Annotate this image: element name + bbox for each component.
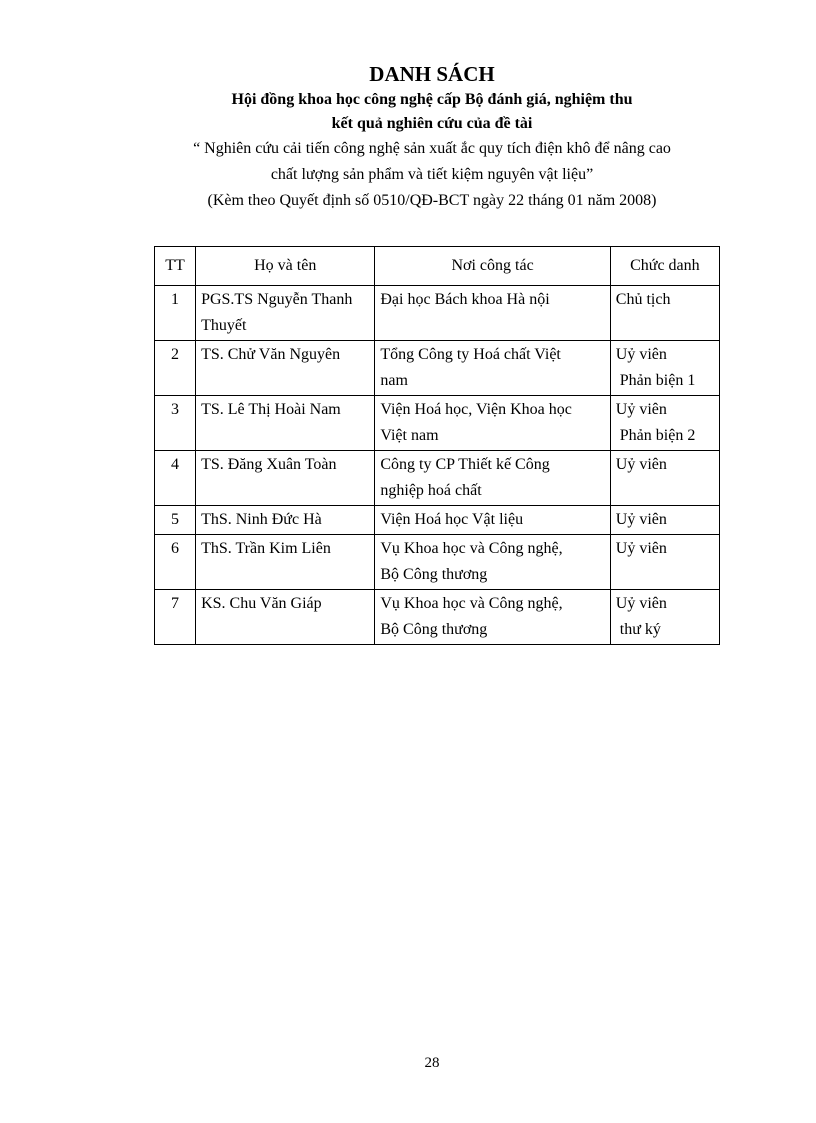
cell-organization [375,286,610,341]
table-row [155,535,720,590]
council-subtitle-line1: Hội đồng khoa học công nghệ cấp Bộ đánh giá, nghiệm thu [231,91,633,108]
cell-tt [155,451,196,506]
cell-organization [375,590,610,645]
cell-tt [155,286,196,341]
cell-organization-line: Bộ Công thương [380,621,488,638]
column-header-tt: TT [155,247,196,286]
cell-name [196,341,375,396]
project-title-line2: chất lượng sản phẩm và tiết kiệm nguyên vật liệu” [270,166,594,183]
cell-tt-line: 1 [171,291,180,308]
cell-position [610,535,719,590]
cell-organization-line: Viện Hoá học, Viện Khoa học [380,401,572,418]
cell-position-line: Uỷ viên [615,511,667,528]
cell-organization-line: nam [380,372,408,389]
cell-position-line: Uỷ viên [615,595,667,612]
cell-organization-line: Bộ Công thương [380,566,488,583]
cell-name-line: TS. Lê Thị Hoài Nam [201,401,341,418]
cell-organization [375,506,610,535]
page-number: 28 [424,1055,440,1071]
cell-position [610,590,719,645]
cell-tt-line: 6 [171,540,180,557]
cell-tt [155,535,196,590]
cell-organization-line: Vụ Khoa học và Công nghệ, [380,540,563,557]
cell-name [196,286,375,341]
column-header-position: Chức danh [610,247,719,286]
cell-tt-line: 2 [171,346,180,363]
cell-name-line: TS. Chử Văn Nguyên [201,346,341,363]
cell-organization-line: Việt nam [380,427,439,444]
cell-tt-line: 5 [171,511,180,528]
table-row [155,590,720,645]
cell-organization [375,451,610,506]
table-body [155,286,720,645]
cell-name [196,451,375,506]
cell-position [610,506,719,535]
cell-position-line: Uỷ viên [615,540,667,557]
cell-tt-line: 3 [171,401,180,418]
column-header-name: Họ và tên [196,247,375,286]
cell-name-line: ThS. Ninh Đức Hà [201,511,322,528]
cell-name [196,535,375,590]
cell-organization-line: nghiệp hoá chất [380,482,482,499]
cell-position-line: thư ký [619,621,661,638]
cell-tt [155,341,196,396]
cell-tt [155,590,196,645]
column-header-organization: Nơi công tác [375,247,610,286]
cell-position-line: Uỷ viên [615,346,667,363]
cell-position-line: Phản biện 2 [619,427,696,444]
cell-position [610,286,719,341]
cell-organization [375,535,610,590]
project-title-line1: “ Nghiên cứu cải tiến công nghệ sản xuất ắc quy tích điện khô để nâng cao [193,140,671,157]
council-subtitle-line2: kết quả nghiên cứu của đề tài [331,115,533,132]
document-header [0,60,816,214]
decision-reference: (Kèm theo Quyết định số 0510/QĐ-BCT ngày 22 tháng 01 năm 2008) [207,192,657,209]
cell-organization-line: Công ty CP Thiết kế Công [380,456,550,473]
cell-name-line: PGS.TS Nguyễn Thanh [201,291,353,308]
cell-name [196,590,375,645]
council-members-table [154,246,720,645]
table-row [155,341,720,396]
cell-name-line: KS. Chu Văn Giáp [201,595,322,612]
cell-position-line: Uỷ viên [615,456,667,473]
cell-organization [375,341,610,396]
cell-position [610,451,719,506]
cell-organization-line: Viện Hoá học Vật liệu [380,511,524,528]
table-row [155,286,720,341]
cell-organization-line: Vụ Khoa học và Công nghệ, [380,595,563,612]
cell-name-line: ThS. Trần Kim Liên [201,540,331,557]
cell-tt-line: 7 [171,595,180,612]
cell-name [196,396,375,451]
cell-position [610,341,719,396]
cell-name [196,506,375,535]
cell-organization-line: Đại học Bách khoa Hà nội [380,291,550,308]
table-row [155,506,720,535]
cell-organization-line: Tổng Công ty Hoá chất Việt [380,346,561,363]
cell-name-line: TS. Đăng Xuân Toàn [201,456,337,473]
cell-position-line: Uỷ viên [615,401,667,418]
cell-position [610,396,719,451]
table-row [155,451,720,506]
table-row [155,396,720,451]
table-header-row [155,247,720,286]
cell-tt [155,396,196,451]
cell-organization [375,396,610,451]
cell-tt [155,506,196,535]
cell-tt-line: 4 [171,456,180,473]
cell-position-line: Chủ tịch [615,291,671,308]
cell-name-line: Thuyết [201,317,247,334]
cell-position-line: Phản biện 1 [619,372,696,389]
document-title: DANH SÁCH [369,62,495,86]
